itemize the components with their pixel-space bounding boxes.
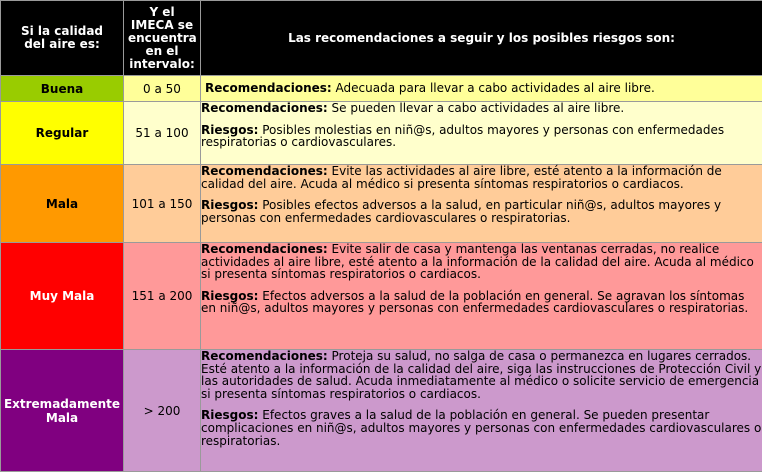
- rec-text: Proteja su salud, no salga de casa o permanezca en lugares cerrados. Esté atento a la información de la calidad del aire, siga las instrucciones de Protección Civil y las autoridades de salud. Acuda inmediatamente al médico o solicite servicio de emergencia si presenta síntomas respiratorios o cardiacos.: [201, 349, 762, 401]
- category-extremadamente-mala: Extremadamente Mala: [1, 350, 124, 472]
- recommendation: [201, 350, 762, 400]
- risk-text: Posibles efectos adversos a la salud, en particular niñ@s, adultos mayores y personas con enfermedades cardiovasculares o respiratorias.: [201, 198, 722, 225]
- header-imeca-range: Y el IMECA se encuentra en el intervalo:: [124, 1, 201, 76]
- rec-label: Recomendaciones:: [205, 81, 332, 96]
- rec-text: Se pueden llevar a cabo actividades al aire libre.: [331, 101, 625, 115]
- row-buena: [1, 76, 762, 102]
- range-mala: 101 a 150: [124, 165, 201, 243]
- risk: [201, 409, 762, 447]
- risk-text: Efectos adversos a la salud de la población en general. Se agravan los síntomas en niñ@s, adultos mayores y personas con enfermedades cardiovasculares o respiratorias.: [201, 288, 749, 316]
- rec-label: Recomendaciones:: [201, 242, 328, 256]
- range-extremadamente-mala: > 200: [124, 350, 201, 472]
- range-regular: 51 a 100: [124, 102, 201, 165]
- recommendation: [205, 82, 758, 95]
- rec-text: Evite las actividades al aire libre, esté atento a la información de calidad del aire. Acuda al médico si presenta síntomas respiratorios o cardiacos.: [201, 164, 722, 191]
- category-buena: Buena: [1, 76, 124, 102]
- recommendation: [201, 102, 762, 115]
- category-regular: Regular: [1, 102, 124, 165]
- recommendation: [201, 165, 762, 190]
- range-buena: 0 a 50: [124, 76, 201, 102]
- risk-label: Riesgos:: [201, 408, 259, 423]
- header-row: [1, 1, 762, 76]
- row-mala: [1, 165, 762, 243]
- row-extremadamente-mala: [1, 350, 762, 472]
- rec-text: Evite salir de casa y mantenga las ventanas cerradas, no realice actividades al aire libre, esté atento a la información de la calidad del aire. Acuda al médico si presenta síntomas respiratorios o cardiacos.: [201, 242, 754, 282]
- rec-label: Recomendaciones:: [201, 164, 328, 178]
- category-mala: Mala: [1, 165, 124, 243]
- risk-label: Riesgos:: [201, 122, 259, 137]
- risk: [201, 199, 762, 224]
- category-muy-mala: Muy Mala: [1, 243, 124, 350]
- risk: [201, 124, 762, 149]
- risk-text: Efectos graves a la salud de la población en general. Se pueden presentar complicaciones en niñ@s, adultos mayores y personas con enfermedades cardiovasculares o respiratorias.: [201, 408, 762, 448]
- risk-label: Riesgos:: [201, 198, 259, 213]
- risk-label: Riesgos:: [201, 288, 259, 303]
- header-quality: Si la calidad del aire es:: [1, 1, 124, 76]
- recommendation: [201, 243, 762, 281]
- row-muy-mala: [1, 243, 762, 350]
- rec-label: Recomendaciones:: [201, 101, 328, 115]
- desc-regular: [201, 102, 762, 165]
- risk: [201, 290, 762, 315]
- rec-label: Recomendaciones:: [201, 349, 328, 363]
- risk-text: Posibles molestias en niñ@s, adultos mayores y personas con enfermedades respiratorias o cardiovasculares.: [201, 122, 725, 150]
- desc-muy-mala: [201, 243, 762, 350]
- rec-text: Adecuada para llevar a cabo actividades al aire libre.: [335, 81, 655, 96]
- desc-buena: [201, 76, 762, 102]
- range-muy-mala: 151 a 200: [124, 243, 201, 350]
- row-regular: [1, 102, 762, 165]
- desc-extremadamente-mala: [201, 350, 762, 472]
- header-recommendations: Las recomendaciones a seguir y los posibles riesgos son:: [201, 1, 762, 76]
- desc-mala: [201, 165, 762, 243]
